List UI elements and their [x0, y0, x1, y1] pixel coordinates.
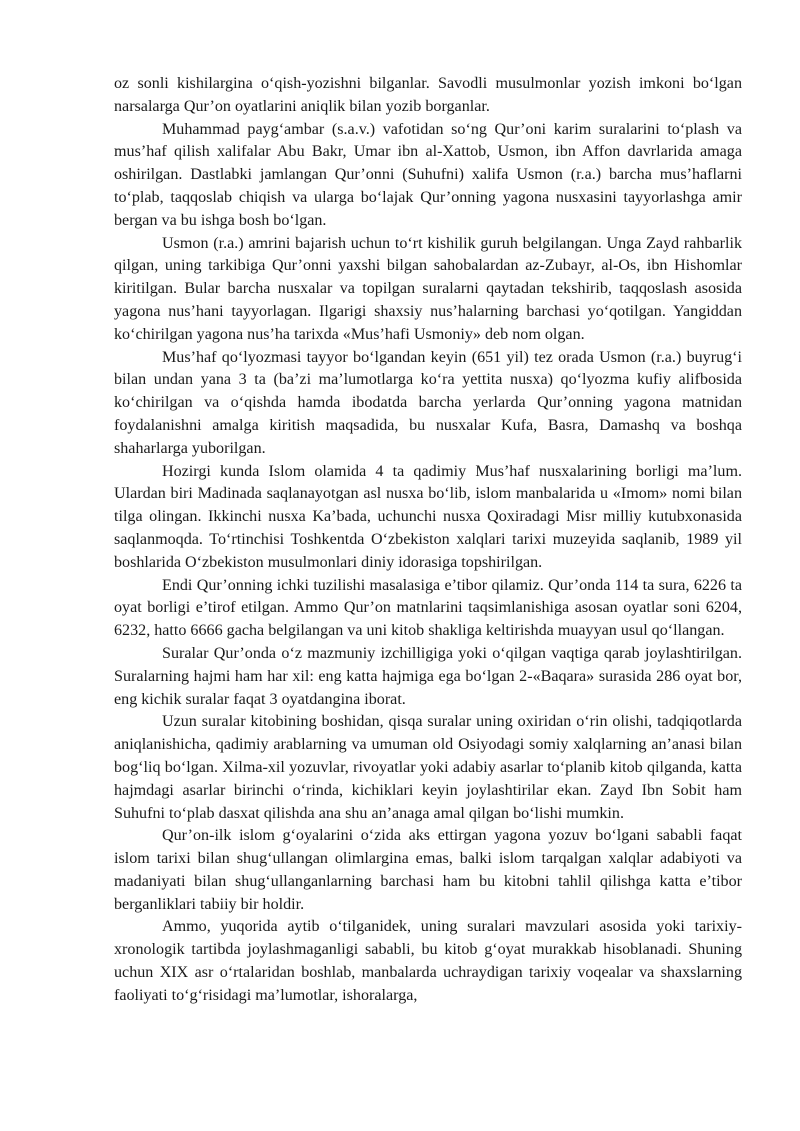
document-body — [114, 73, 742, 1008]
paragraph: Mus’haf qo‘lyozmasi tayyor bo‘lgandan keyin (651 yil) tez orada Usmon (r.a.) buyrug‘i bilan undan yana 3 ta (ba’zi ma’lumotlarga ko‘ra yettita nusxa) qo‘lyozma kufiy alifbosida ko‘chirilgan va o‘qishda hamda ibodatda barcha yerlarda Qur’onning yagona matnidan foydalanishni amalga kiritish maqsadida, bu nusxalar Kufa, Basra, Damashq va boshqa shaharlarga yuborilgan. — [114, 348, 742, 457]
paragraph: Qur’on-ilk islom g‘oyalarini o‘zida aks ettirgan yagona yozuv bo‘lgani sababli faqat islom tarixi bilan shug‘ullangan olimlargina emas, balki islom tarqalgan xalqlar adabiyoti va madaniyati bilan shug‘ullanganlarning barchasi ham bu kitobni tahlil qilishga katta e’tibor berganliklari tabiiy bir holdir. — [114, 827, 742, 913]
paragraph: Uzun suralar kitobining boshidan, qisqa suralar uning oxiridan o‘rin olishi, tadqiqotlarda aniqlanishicha, qadimiy arablarning va umuman old Osiyodagi somiy xalqlarning an’anasi bilan bog‘liq bo‘lgan. Xilma-xil yozuvlar, rivoyatlar yoki adabiy asarlar to‘planib kitob qilganda, katta hajmdagi asarlar birinchi o‘rinda, kichiklari keyin joylashtirilar ekan. Zayd Ibn Sobit ham Suhufni to‘plab dasxat qilishda ana shu an’anaga amal qilgan bo‘lishi mumkin. — [114, 713, 742, 822]
paragraph: Usmon (r.a.) amrini bajarish uchun to‘rt kishilik guruh belgilangan. Unga Zayd rahbarlik qilgan, uning tarkibiga Qur’onni yaxshi bilgan sahobalardan az-Zubayr, al-Os, ibn Hishomlar kiritilgan. Bular barcha nusxalar va topilgan suralarni qaytadan tekshirib, taqqoslash asosida yagona nus’hani tayyorlagan. Ilgarigi shaxsiy nus’halarning barchasi yo‘qotilgan. Yangiddan ko‘chirilgan yagona nus’ha tarixda «Mus’hafi Usmoniy» deb nom olgan. — [114, 234, 742, 343]
paragraph: Ammo, yuqorida aytib o‘tilganidek, uning suralari mavzulari asosida yoki tarixiy-xronologik tartibda joylashmaganligi sababli, bu kitob g‘oyat murakkab hisoblanadi. Shuning uchun XIX asr o‘rtalaridan boshlab, manbalarda uchraydigan tarixiy voqealar va shaxslarning faoliyati to‘g‘risidagi ma’lumotlar, ishoralarga, — [114, 918, 742, 1004]
paragraph: Hozirgi kunda Islom olamida 4 ta qadimiy Mus’haf nusxalarining borligi ma’lum. Ulardan biri Madinada saqlanayotgan asl nusxa bo‘lib, islom manbalarida u «Imom» nomi bilan tilga olingan. Ikkinchi nusxa Ka’bada, uchunchi nusxa Qoxiradagi Misr milliy kutubxonasida saqlanmoqda. To‘rtinchisi Toshkentda O‘zbekiston xalqlari tarixi muzeyida saqlanib, 1989 yil boshlarida O‘zbekiston musulmonlari diniy idorasiga topshirilgan. — [114, 462, 742, 571]
paragraph: Muhammad payg‘ambar (s.a.v.) vafotidan so‘ng Qur’oni karim suralarini to‘plash va mus’haf qilish xalifalar Abu Bakr, Umar ibn al-Xattob, Usmon, ibn Affon davrlarida amaga oshirilgan. Dastlabki jamlangan Qur’onni (Suhufni) xalifa Usmon (r.a.) barcha mus’haflarni to‘plab, taqqoslab chiqish va ularga bo‘lajak Qur’onning yagona nusxasini tayyorlashga amir bergan va bu ishga bosh bo‘lgan. — [114, 120, 742, 229]
paragraph: Endi Qur’onning ichki tuzilishi masalasiga e’tibor qilamiz. Qur’onda 114 ta sura, 6226 ta oyat borligi e’tirof etilgan. Ammo Qur’on matnlarini taqsimlanishiga asosan oyatlar soni 6204, 6232, hatto 6666 gacha belgilangan va uni kitob shakliga keltirishda muayyan usul qo‘llangan. — [114, 576, 742, 640]
paragraph: oz sonli kishilargina o‘qish-yozishni bilganlar. Savodli musulmonlar yozish imkoni bo‘lgan narsalarga Qur’on oyatlarini aniqlik bilan yozib borganlar. — [114, 75, 742, 115]
paragraph: Suralar Qur’onda o‘z mazmuniy izchilligiga yoki o‘qilgan vaqtiga qarab joylashtirilgan. Suralarning hajmi ham har xil: eng katta hajmiga ega bo‘lgan 2-«Baqara» surasida 286 oyat bor, eng kichik suralar faqat 3 oyatdangina iborat. — [114, 644, 742, 708]
